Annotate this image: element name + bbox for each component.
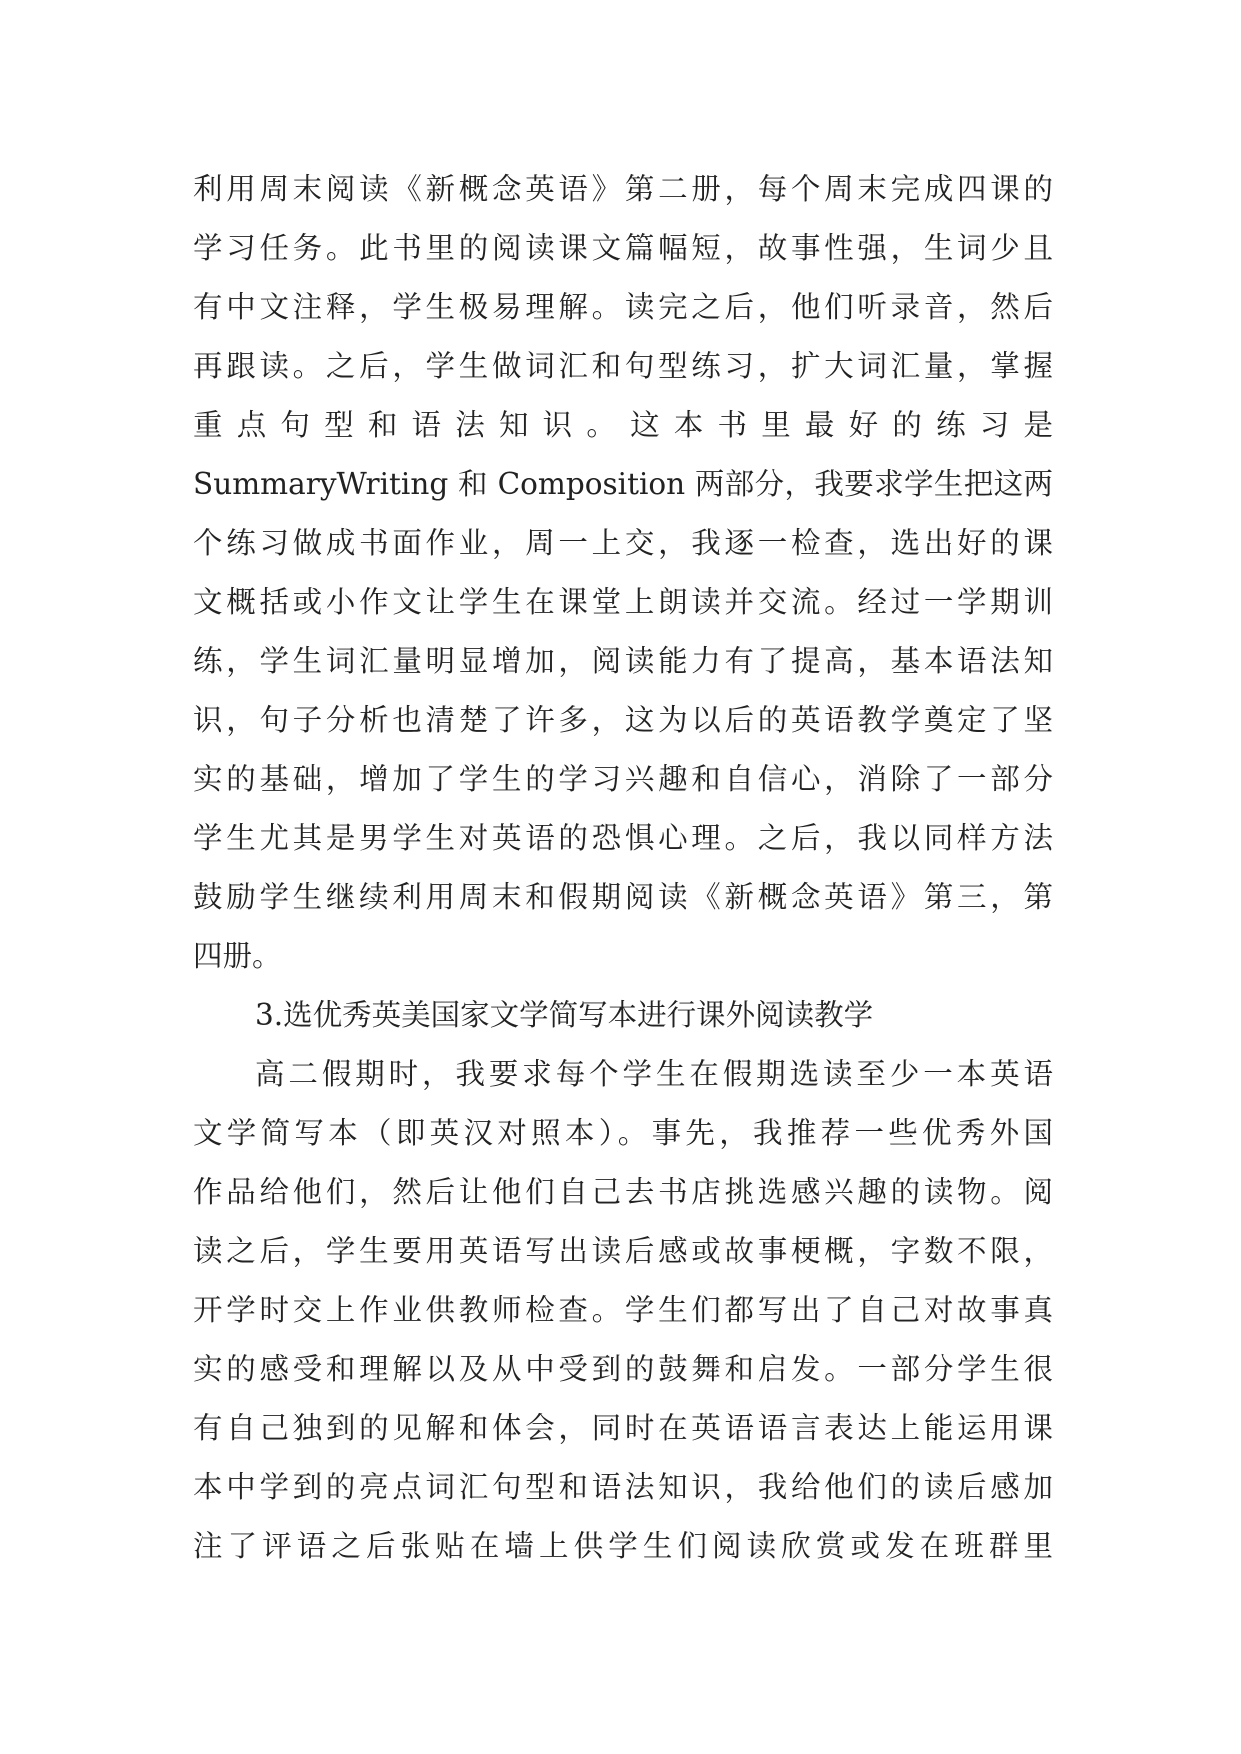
text-line: SummaryWriting 和 Composition 两部分，我要求学生把这两 [193,467,1053,501]
text-line: 学生尤其是男学生对英语的恐惧心理。之后，我以同样方法 [193,821,1053,855]
text-line: 开学时交上作业供教师检查。学生们都写出了自己对故事真 [193,1293,1053,1327]
paragraph-continuation [193,160,1053,986]
text-line: 实的基础，增加了学生的学习兴趣和自信心，消除了一部分 [193,762,1053,796]
text-line: 学习任务。此书里的阅读课文篇幅短，故事性强，生词少且 [193,231,1053,265]
text-line: 识，句子分析也清楚了许多，这为以后的英语教学奠定了坚 [193,703,1053,737]
text-line: 有中文注释，学生极易理解。读完之后，他们听录音，然后 [193,290,1053,324]
text-line: 高二假期时，我要求每个学生在假期选读至少一本英语 [255,1057,1053,1091]
text-line: 鼓励学生继续利用周末和假期阅读《新概念英语》第三，第 [193,880,1053,914]
text-line: 读之后，学生要用英语写出读后感或故事梗概，字数不限， [193,1234,1053,1268]
text-line: 利用周末阅读《新概念英语》第二册，每个周末完成四课的 [193,172,1053,206]
text-line: 练，学生词汇量明显增加，阅读能力有了提高，基本语法知 [193,644,1053,678]
text-line: 本中学到的亮点词汇句型和语法知识，我给他们的读后感加 [193,1470,1053,1504]
text-line: 个练习做成书面作业，周一上交，我逐一检查，选出好的课 [193,526,1053,560]
text-line: 注了评语之后张贴在墙上供学生们阅读欣赏或发在班群里 [193,1529,1053,1563]
text-line: 四册。 [193,939,282,973]
text-line: 文概括或小作文让学生在课堂上朗读并交流。经过一学期训 [193,585,1053,619]
text-line: 有自己独到的见解和体会，同时在英语语言表达上能运用课 [193,1411,1053,1445]
document-body [193,160,1053,1576]
section-heading: 3.选优秀英美国家文学简写本进行课外阅读教学 [255,998,874,1032]
text-line: 作品给他们，然后让他们自己去书店挑选感兴趣的读物。阅 [193,1175,1053,1209]
text-line: 再跟读。之后，学生做词汇和句型练习，扩大词汇量，掌握 [193,349,1053,383]
text-line: 实的感受和理解以及从中受到的鼓舞和启发。一部分学生很 [193,1352,1053,1386]
text-line: 重点句型和语法知识。这本书里最好的练习是 [193,408,1053,442]
paragraph-2 [193,1045,1053,1576]
text-line: 文学简写本（即英汉对照本）。事先，我推荐一些优秀外国 [193,1116,1053,1150]
